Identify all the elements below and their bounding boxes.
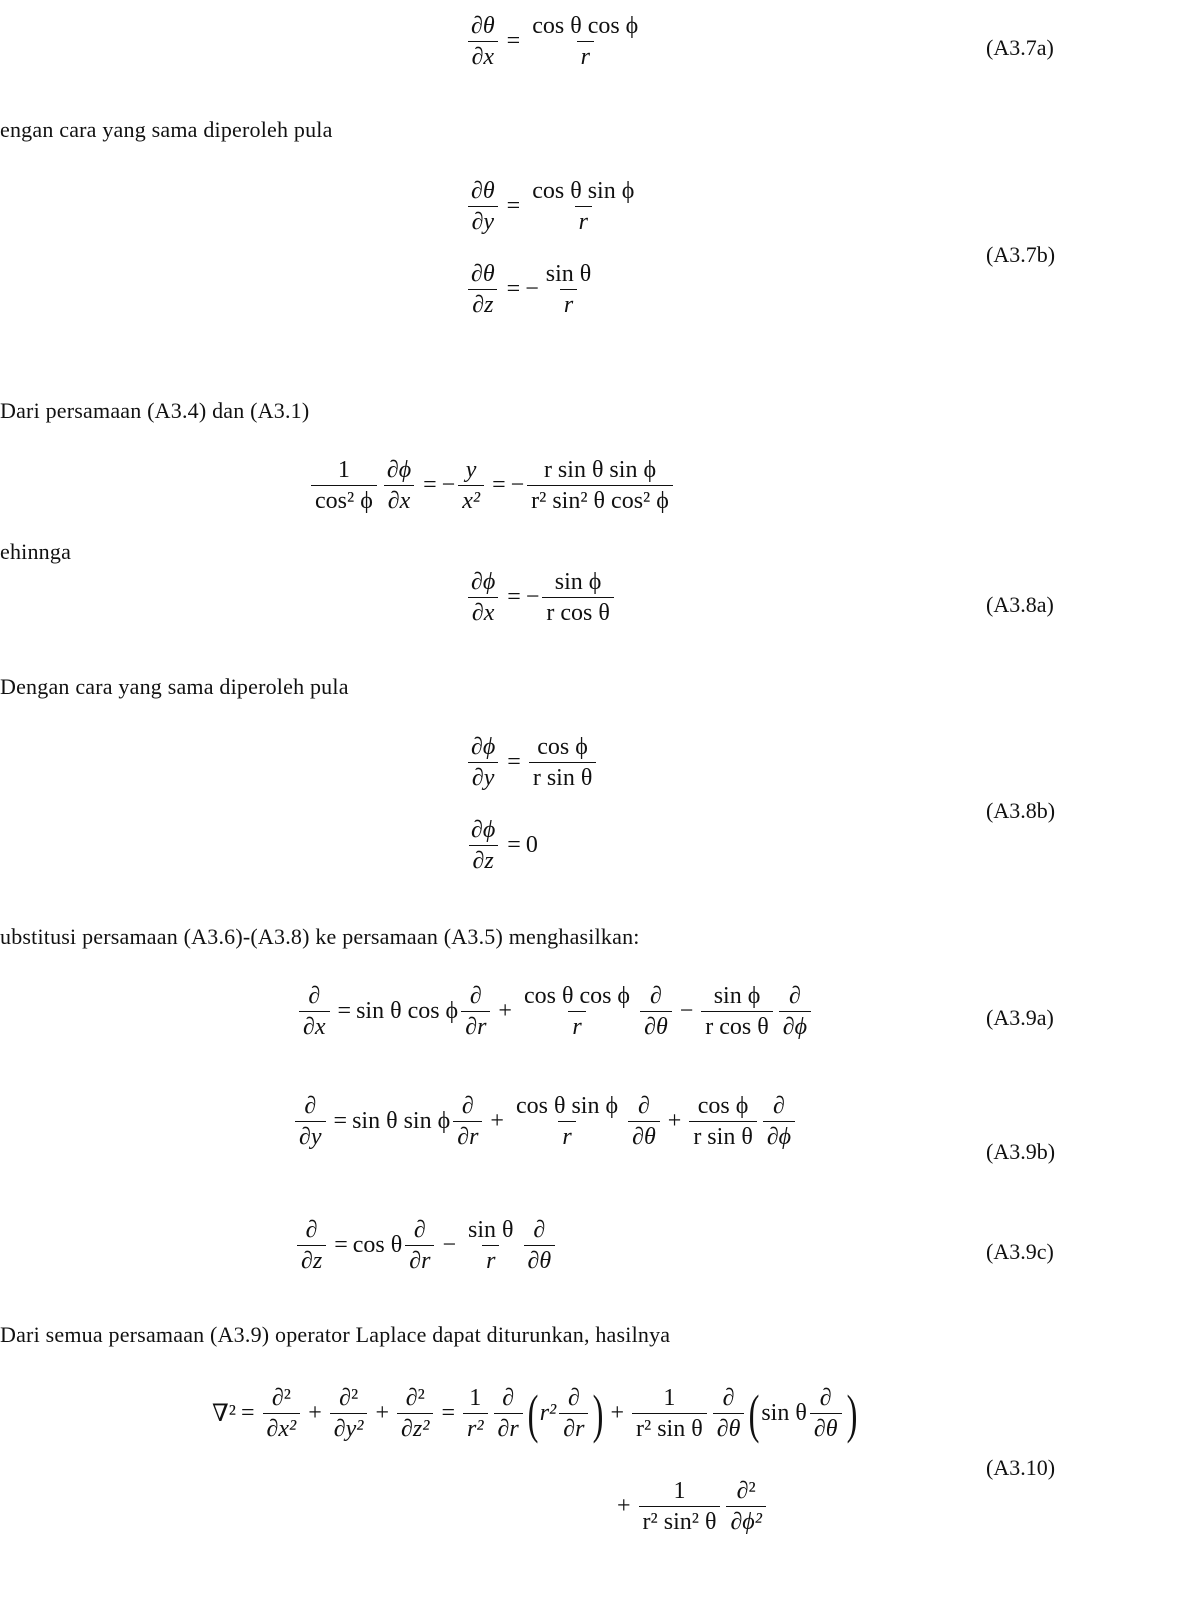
fraction-denominator: ∂z bbox=[468, 289, 497, 320]
fraction-denominator: ∂ϕ bbox=[763, 1121, 795, 1152]
fraction-numerator: ∂ bbox=[304, 1093, 317, 1119]
fraction-numerator: ∂ bbox=[819, 1385, 832, 1411]
fraction-numerator: ∂ϕ bbox=[471, 817, 496, 843]
fraction-numerator: ∂ bbox=[502, 1385, 515, 1411]
term: sin θ bbox=[761, 1400, 807, 1427]
fraction-denominator: x² bbox=[458, 485, 484, 516]
fraction-denominator: r bbox=[577, 41, 594, 72]
fraction-denominator: ∂z bbox=[297, 1245, 326, 1276]
fraction-numerator: ∂ bbox=[788, 983, 801, 1009]
fraction-denominator: ∂x bbox=[468, 41, 499, 72]
fraction-numerator: 1 bbox=[663, 1385, 676, 1411]
nabla-squared: ∇² bbox=[212, 1401, 236, 1428]
term: cos θ bbox=[352, 1232, 403, 1259]
fraction-numerator: r sin θ sin ϕ bbox=[543, 457, 657, 483]
fraction-denominator: ∂θ bbox=[524, 1245, 556, 1276]
fraction-denominator: r² sin² θ bbox=[639, 1506, 721, 1537]
fraction-denominator: cos² ϕ bbox=[311, 485, 377, 516]
equation-tag-a39c: (A3.9c) bbox=[986, 1239, 1054, 1264]
fraction-numerator: y bbox=[465, 457, 477, 483]
equation-a310-1: ∇² = $\frac{\text{∂²}}{\text{∂x²}}$ + $\frac{\text{∂²}}{\text{∂y²}}$ + $\frac{\text{∂²}}{\text{∂z²}}$ = $\frac{1}{\text{r²}}$ $\frac{\partial}{\partial r}$ ( r² $\frac{\partial}{\partial r}$ ) + $\frac{1}{\text{r² sin θ}}$ $\frac{\partial}{\partial\theta}$ ( sin θ $\frac{\partial}{\partial\theta}$ ) bbox=[212, 1383, 857, 1444]
equation-a37b-2: $\frac{\partial\theta}{\partial z}$ = − $\frac{\text{sin θ}}{r}$ bbox=[464, 260, 598, 320]
fraction-denominator: r² sin² θ cos² ϕ bbox=[527, 485, 673, 516]
equation-tag-a37a: (A3.7a) bbox=[986, 35, 1054, 60]
fraction-numerator: ∂ bbox=[649, 983, 662, 1009]
fraction-numerator: ∂² bbox=[339, 1385, 359, 1411]
equation-tag-a39b: (A3.9b) bbox=[986, 1139, 1056, 1164]
fraction-numerator: 1 bbox=[469, 1385, 482, 1411]
fraction-denominator: r bbox=[482, 1245, 499, 1276]
fraction-denominator: ∂y bbox=[468, 206, 499, 237]
fraction-numerator: ∂ϕ bbox=[386, 457, 412, 483]
text-line-3: ehinnga bbox=[0, 539, 72, 564]
fraction-numerator: ∂ bbox=[305, 1217, 318, 1243]
fraction-denominator: r cos θ bbox=[542, 597, 613, 628]
fraction-numerator: ∂ bbox=[722, 1385, 735, 1411]
fraction-denominator: ∂y bbox=[295, 1121, 326, 1152]
fraction-numerator: sin ϕ bbox=[554, 569, 602, 595]
fraction-numerator: ∂ bbox=[413, 1217, 426, 1243]
equation-a39a: $\frac{\partial}{\partial x}$ = sin θ cos ϕ $\frac{\partial}{\partial r}$ + $\frac{\text{cos θ cos ϕ}}{r}$ $\frac{\partial}{\partial\theta}$ − $\frac{\text{sin ϕ}}{\text{r cos θ}}$ $\frac{\partial}{\partial\phi}$ bbox=[296, 982, 814, 1042]
fraction-denominator: ∂ϕ² bbox=[726, 1506, 765, 1537]
equation-tag-a38b: (A3.8b) bbox=[986, 798, 1056, 823]
fraction-numerator: ∂ bbox=[638, 1093, 650, 1119]
fraction-numerator: ∂ bbox=[567, 1385, 580, 1411]
equation-a38b-1: $\frac{\partial\phi}{\partial y}$ = $\frac{\text{cos ϕ}}{\text{r sin θ}}$ bbox=[464, 733, 599, 793]
equation-a38b-2: $\frac{\partial\phi}{\partial z}$ = 0 bbox=[464, 816, 538, 876]
fraction-denominator: ∂r bbox=[405, 1245, 434, 1276]
fraction-denominator: ∂y² bbox=[330, 1413, 368, 1444]
term: sin θ cos ϕ bbox=[356, 998, 459, 1025]
equation-a37a: $\frac{\partial\theta}{\partial x}$ = $\frac{\text{cos θ cos ϕ}}{r}$ bbox=[464, 12, 645, 72]
fraction-denominator: ∂x bbox=[384, 485, 415, 516]
fraction-denominator: ∂z² bbox=[397, 1413, 433, 1444]
fraction-numerator: cos ϕ bbox=[697, 1093, 749, 1119]
fraction-denominator: ∂x bbox=[468, 597, 499, 628]
fraction-numerator: ∂θ bbox=[471, 13, 495, 39]
term: r² bbox=[539, 1400, 557, 1427]
fraction-numerator: ∂ bbox=[461, 1093, 474, 1119]
fraction-numerator: sin θ bbox=[468, 1217, 514, 1243]
equation-a39b: $\frac{\partial}{\partial y}$ = sin θ sin ϕ $\frac{\partial}{\partial r}$ + $\frac{\text{cos θ sin ϕ}}{r}$ $\frac{\partial}{\partial\theta}$ + $\frac{\text{cos ϕ}}{\text{r sin θ}}$ $\frac{\partial}{\partial\phi}$ bbox=[292, 1092, 798, 1152]
fraction-denominator: ∂x bbox=[299, 1011, 330, 1042]
fraction-numerator: cos θ cos ϕ bbox=[523, 983, 631, 1009]
text-line-5: ubstitusi persamaan (A3.6)-(A3.8) ke persamaan (A3.5) menghasilkan: bbox=[0, 924, 640, 949]
fraction-denominator: ∂θ bbox=[628, 1121, 660, 1152]
text-line-2: Dari persamaan (A3.4) dan (A3.1) bbox=[0, 398, 310, 423]
text-line-4: Dengan cara yang sama diperoleh pula bbox=[0, 674, 349, 699]
fraction-denominator: r² bbox=[463, 1413, 488, 1444]
fraction-denominator: ∂θ bbox=[640, 1011, 672, 1042]
fraction-denominator: ∂θ bbox=[713, 1413, 745, 1444]
equation-tag-a37b: (A3.7b) bbox=[986, 242, 1056, 267]
fraction-denominator: ∂r bbox=[453, 1121, 482, 1152]
fraction-numerator: ∂ bbox=[308, 983, 321, 1009]
equation-a37b-1: $\frac{\partial\theta}{\partial y}$ = $\frac{\text{cos θ sin ϕ}}{r}$ bbox=[464, 177, 641, 237]
fraction-numerator: cos θ cos ϕ bbox=[532, 13, 639, 39]
fraction-numerator: ∂ bbox=[533, 1217, 546, 1243]
fraction-numerator: ∂² bbox=[405, 1385, 425, 1411]
fraction-numerator: ∂ϕ bbox=[471, 569, 496, 595]
equation-a38a: $\frac{\partial\phi}{\partial x}$ = − $\frac{\text{sin ϕ}}{\text{r cos θ}}$ bbox=[464, 568, 617, 628]
equation-a310-2: + $\frac{1}{\text{r² sin² θ}}$ $\frac{\text{∂²}}{\text{∂ϕ²}}$ bbox=[612, 1477, 769, 1537]
fraction-numerator: cos θ sin ϕ bbox=[532, 178, 635, 204]
fraction-numerator: ∂ϕ bbox=[471, 734, 496, 760]
text-line-6: Dari semua persamaan (A3.9) operator Laplace dapat diturunkan, hasilnya bbox=[0, 1322, 671, 1347]
fraction-numerator: sin θ bbox=[545, 261, 592, 287]
fraction-numerator: ∂ bbox=[773, 1093, 785, 1119]
fraction-numerator: ∂² bbox=[271, 1385, 291, 1411]
fraction-denominator: ∂r bbox=[494, 1413, 523, 1444]
fraction-denominator: ∂x² bbox=[263, 1413, 301, 1444]
fraction-numerator: cos θ sin ϕ bbox=[515, 1093, 619, 1119]
zero-value: 0 bbox=[525, 832, 538, 859]
fraction-denominator: ∂θ bbox=[810, 1413, 842, 1444]
fraction-denominator: r bbox=[560, 289, 577, 320]
equation-intermediate: $\frac{1}{\text{cos² ϕ}}$ $\frac{\partial\phi}{\partial x}$ = − $\frac{y}{\text{x²}}$ = − $\frac{\text{r sin θ sin ϕ}}{\text{r² sin² θ cos² ϕ}}$ bbox=[308, 456, 676, 516]
fraction-denominator: ∂y bbox=[468, 762, 499, 793]
fraction-numerator: ∂ bbox=[469, 983, 482, 1009]
fraction-denominator: r sin θ bbox=[689, 1121, 757, 1152]
fraction-numerator: ∂θ bbox=[471, 178, 495, 204]
fraction-denominator: ∂z bbox=[469, 845, 498, 876]
fraction-denominator: r bbox=[558, 1121, 575, 1152]
fraction-denominator: ∂r bbox=[461, 1011, 490, 1042]
fraction-denominator: r bbox=[575, 206, 592, 237]
fraction-denominator: r bbox=[568, 1011, 585, 1042]
fraction-numerator: 1 bbox=[337, 457, 350, 483]
text-line-1: engan cara yang sama diperoleh pula bbox=[0, 117, 333, 142]
fraction-denominator: r² sin θ bbox=[632, 1413, 707, 1444]
fraction-numerator: 1 bbox=[673, 1478, 686, 1504]
fraction-denominator: ∂ϕ bbox=[779, 1011, 811, 1042]
equation-a39c: $\frac{\partial}{\partial z}$ = cos θ $\frac{\partial}{\partial r}$ − $\frac{\text{sin θ}}{r}$ $\frac{\partial}{\partial\theta}$ bbox=[294, 1216, 558, 1276]
term: sin θ sin ϕ bbox=[352, 1108, 451, 1135]
minus-sign: − bbox=[525, 276, 539, 303]
equation-tag-a39a: (A3.9a) bbox=[986, 1005, 1054, 1030]
equation-tag-a310: (A3.10) bbox=[986, 1455, 1056, 1480]
fraction-numerator: sin ϕ bbox=[713, 983, 761, 1009]
fraction-numerator: ∂θ bbox=[471, 261, 495, 287]
equation-tag-a38a: (A3.8a) bbox=[986, 592, 1054, 617]
fraction-denominator: r sin θ bbox=[529, 762, 597, 793]
fraction-numerator: cos ϕ bbox=[537, 734, 588, 760]
fraction-denominator: r cos θ bbox=[701, 1011, 772, 1042]
fraction-numerator: ∂² bbox=[736, 1478, 756, 1504]
fraction-denominator: ∂r bbox=[559, 1413, 588, 1444]
